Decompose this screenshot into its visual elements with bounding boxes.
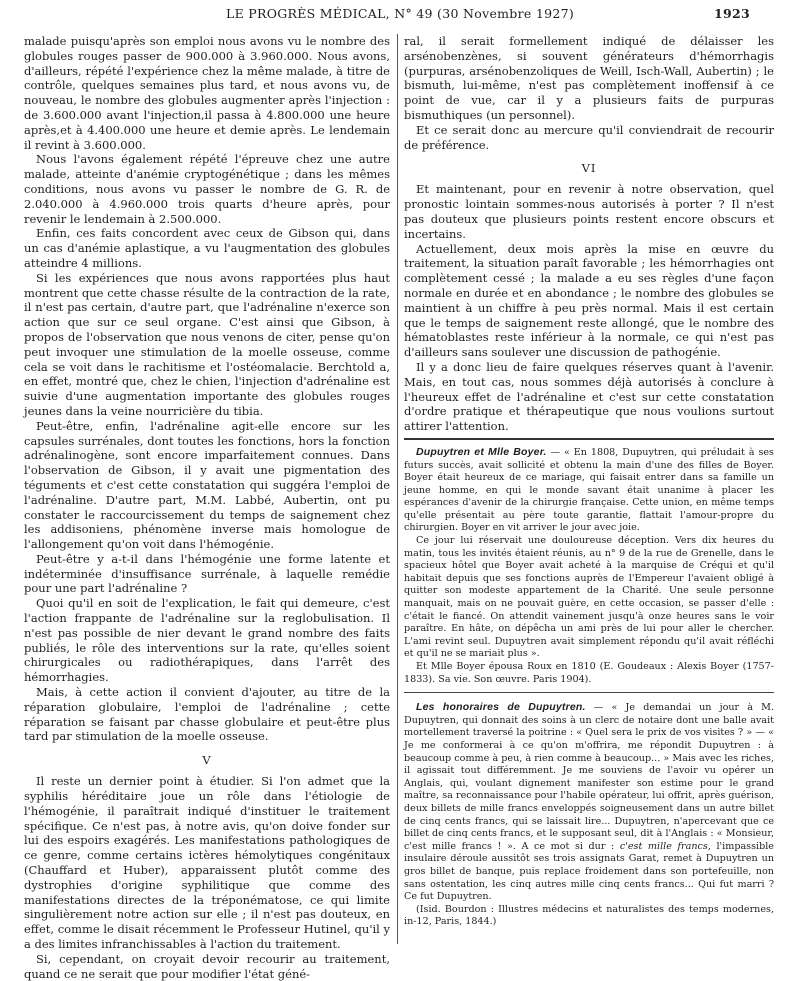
anecdote-text: — « En 1808, Dupuytren, qui préludait à ses futurs succès, avait sollicité et obtenu la main d'une des filles de Boyer. Boyer était heureux de ce mariage, qui faisait entrer dans sa famille un jeune homme, en qui le monde savant était unanime à placer les espérances d'avenir de la chirurgie française. Cette union, en même temps qu'elle présentait au père toute garantie, flattait l'amour-propre du chirurgien. Boyer en vit arriver le jour avec joie.	[404, 446, 774, 534]
paragraph: Actuellement, deux mois après la mise en œuvre du traitement, la situation paraît favorable ; les hémorrhagies ont complètement cessé ; la malade a eu ses règles d'une façon normale en durée et en abondance ; le nombre des globules se maintient à un chiffre à peu près normal. Mais il est certain que le temps de saignement reste allongé, que le nombre des hématoblastes reste inférieur à la normale, ce qui n'est pas d'ailleurs sans soulever une discussion de pathogénie.	[404, 241, 774, 360]
paragraph: Et Mlle Boyer épousa Roux en 1810 (E. Goudeaux : Alexis Boyer (1757-1833). Sa vie. Son œuvre. Paris 1904).	[404, 661, 774, 685]
paragraph: Si, cependant, on croyait devoir recourir au traitement, quand ce ne serait que pour modifier l'état géné-	[24, 951, 390, 981]
paragraph: Ce jour lui réservait une douloureuse déception. Vers dix heures du matin, tous les invités étaient réunis, au n° 9 de la rue de Grenelle, dans le spacieux hôtel que Boyer avait acheté à la marquise de Créqui et qu'il habitait depuis que ses fonctions auprès de l'Empereur l'avaient obligé à quitter son modeste appartement de la Charité. Une seule personne manquait, mais on ne pouvait guère, en cette occasion, se passer d'elle : c'était le fiancé. On attendit vainement jusqu'à onze heures sans le voir paraître. En hâte, on dépêcha un ami près de lui pour aller le chercher. L'ami revint seul. Dupuytren avait simplement répondu qu'il avait réfléchi et qu'il ne se mariait plus ».	[404, 535, 774, 660]
paragraph: Mais, à cette action il convient d'ajouter, au titre de la réparation globulaire, l'emploi de l'adrénaline ; cette réparation se faisant par chasse globulaire et peut-être plus tard par stimulation de la moelle osseuse.	[24, 685, 390, 744]
paragraph: Il y a donc lieu de faire quelques réserves quant à l'avenir. Mais, en tout cas, nous sommes déjà autorisés à conclure à l'heureux effet de l'adrénaline et c'est sur cette constatation d'ordre pratique et thérapeutique que nous voulions surtout attirer l'attention.	[404, 359, 774, 434]
anecdote-text: — « Je demandai un jour à M. Dupuytren, qui donnait des soins à un clerc de notaire dont une balle avait mortellement traversé la poitrine : « Quel sera le prix de vos visites ? » — « Je me conformerai à ce qu'on m'offrira, me répondit Dupuytren : à beaucoup comme à peu, à rien comme à beaucoup... » Mais avec les riches, il agissait tout différemment. Je me souviens de l'avoir vu opérer un Anglais, qui, voulant dignement manifester son estime pour le grand maître, sa reconnaissance pour l'habile opérateur, lui offrit, après guérison, deux billets de mille francs enveloppés soigneusement dans un autre billet de cinq cents francs, qui se laissait lire... Dupuytren, n'apercevant que ce billet de cinq cents francs, et le supposant seul, dit à l'Anglais : « Monsieur, c'est mille francs ! ». A ce mot si dur :	[404, 702, 774, 852]
right-column	[404, 34, 774, 929]
paragraph: Il reste un dernier point à étudier. Si l'on admet que la syphilis héréditaire joue un rôle dans l'étiologie de l'hémogénie, il paraîtrait indiqué d'instituer le traitement spécifique. Ce n'est pas, à notre avis, qu'on doive fonder sur lui des espoirs exagérés. Les manifestations pathologiques de ce genre, comme certains ictères hémolytiques congénitaux (Chauffard et Huber), apparaissent plutôt comme des dystrophies d'origine syphilitique que comme des manifestations directes de la tréponématose, ce qui limite singulièrement notre action sur elle ; il n'est pas douteux, en effet, comme le disait récemment le Professeur Hutinel, qu'il y a des limites infranchissables à l'action du traitement.	[24, 774, 390, 952]
paragraph: Peut-être, enfin, l'adrénaline agit-elle encore sur les capsules surrénales, dont toutes les fonctions, hors la fonction adrénalinogène, sont encore imparfaitement connues. Dans l'observation de Gibson, il y avait une pigmentation des téguments et c'est cette constatation qui suggéra l'emploi de l'adrénaline. D'autre part, M.M. Labbé, Aubertin, ont pu constater le raccourcissement du temps de saignement chez les addisoniens, phénomène inverse mais homologue de l'allongement qu'on voit dans l'hémogénie.	[24, 418, 390, 552]
anecdote-title: Dupuytren et Mlle Boyer.	[416, 445, 547, 458]
paragraph: Quoi qu'il en soit de l'explication, le fait qui demeure, c'est l'action frappante de l'adrénaline sur la reglobulisation. Il n'est pas possible de nier devant le grand nombre des faits publiés, le rôle des interventions sur la rate, qu'elles soient chirurgicales ou radiothérapiques, dans l'arrêt des hémorrhagies.	[24, 596, 390, 685]
section-heading-v: V	[202, 753, 212, 768]
paragraph: ral, il serait formellement indiqué de délaisser les arsénobenzènes, si souvent générateurs d'hémorrhagis (purpuras, arsénobenzoliques de Weill, Isch-Wall, Aubertin) ; le bismuth, lui-même, n'est pas complètement inoffensif à ce point de vue, car il y a plusieurs faits de purpuras bismuthiques (un personnel).	[404, 34, 774, 122]
section-rule	[404, 438, 774, 440]
anecdote-italic: c'est mille francs	[619, 840, 708, 852]
paragraph: malade puisqu'après son emploi nous avons vu le nombre des globules rouges passer de 900.000 à 3.960.000. Nous avons, d'ailleurs, répété l'expérience chez la même malade, à titre de contrôle, quelques semaines plus tard, et nous avons vu, de nouveau, le nombre des globules augmenter après l'injection : de 3.600.000 avant l'injection,il passa à 4.800.000 une heure après,et à 4.400.000 une heure et demie après. Le lendemain il revint à 3.600.000.	[24, 34, 390, 152]
citation: (Isid. Bourdon : Illustres médecins et naturalistes des temps modernes, in-12, Paris, 1844.)	[404, 903, 774, 928]
anecdote-title: Les honoraires de Dupuytren.	[416, 701, 586, 714]
left-column	[24, 34, 390, 981]
anecdote-text: , l'impassible insulaire déroule aussitôt ses trois assignats Garat, remet à Dupuytren un gros billet de banque, puis replace froidement dans son portefeuille, non sans ostentation, les cinq autres mille cinq cents francs... Qui fut marri ? Ce fut Dupuytren.	[404, 840, 774, 903]
paragraph: Enfin, ces faits concordent avec ceux de Gibson qui, dans un cas d'anémie aplastique, a vu l'augmentation des globules atteindre 4 millions.	[24, 226, 390, 270]
paragraph: Et ce serait donc au mercure qu'il conviendrait de recourir de préférence.	[404, 122, 774, 152]
anecdote-rule	[404, 692, 774, 693]
section-heading-vi: VI	[581, 161, 597, 176]
paragraph: Nous l'avons également répété l'épreuve chez une autre malade, atteinte d'anémie cryptogénétique ; dans les mêmes conditions, nous avons vu passer le nombre de G. R. de 2.040.000 à 4.960.000 trois quarts d'heure après, pour revenir le lendemain à 2.500.000.	[24, 152, 390, 226]
paragraph: Si les expériences que nous avons rapportées plus haut montrent que cette chasse résulte de la contraction de la rate, il n'est pas certain, d'autre part, que l'adrénaline n'exerce son action que sur ce seul organe. C'est ainsi que Gibson, à propos de l'observation que nous venons de citer, pense qu'on peut invoquer une stimulation de la moelle osseuse, comme cela se voit dans le rachitisme et l'ostéomalacie. Berchtold a, en effet, montré que, chez le chien, l'injection d'adrénaline est suivie d'une augmentation importante des globules rouges jeunes dans la veine nourricière du tibia.	[24, 270, 390, 418]
paragraph: Peut-être y a-t-il dans l'hémogénie une forme latente et indéterminée d'insuffisance surrénale, à laquelle remédie pour une part l'adrénaline ?	[24, 551, 390, 596]
journal-title: LE PROGRÈS MÉDICAL, N° 49 (30 Novembre 1927)	[225, 6, 575, 21]
anecdote-dupuytren-boyer	[404, 446, 774, 686]
column-divider	[397, 34, 398, 944]
anecdote-honoraires	[404, 701, 774, 929]
paragraph: Et maintenant, pour en revenir à notre observation, quel pronostic lointain sommes-nous autorisés à porter ? Il n'est pas douteux que plusieurs points restent encore obscurs et incertains.	[404, 182, 774, 241]
page-number: 1923	[714, 6, 750, 21]
running-header	[0, 4, 800, 22]
